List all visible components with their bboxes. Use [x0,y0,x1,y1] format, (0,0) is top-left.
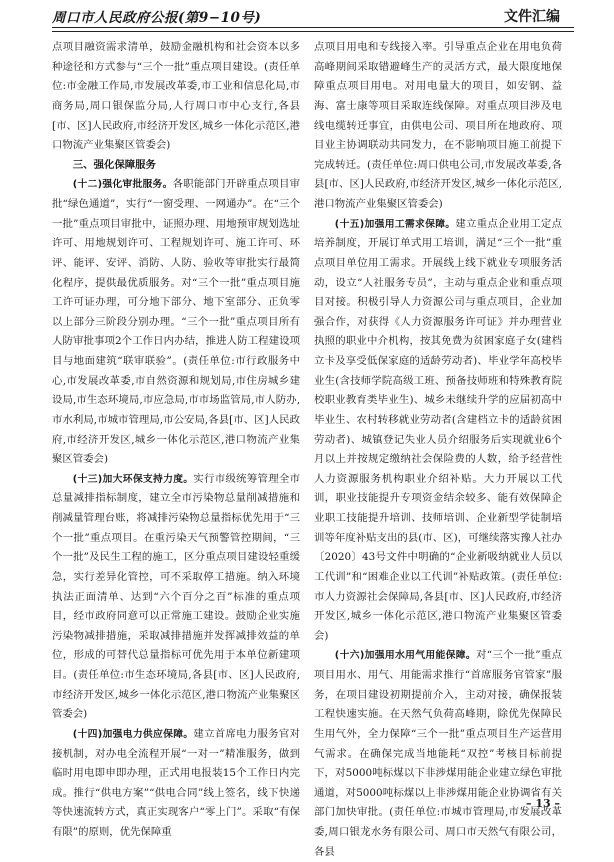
item-15-heading: (十五)加强用工需求保障。 [334,218,456,230]
paragraph-item-16 [314,646,562,862]
paragraph-continuation: 点项目融资需求清单，鼓励金融机构和社会资本以多种途径和方式参与“三个一批”重点项目建设。(责任单位:市金融工作局,市发展改革委,市工业和信息化局,市商务局,周口银保监分局,人行周口市中心支行,各县[市、区]人民政府,市经济开发区,城乡一体化示范区,港口物流产业集聚区管委会) [52,41,300,152]
header-rule-thick [52,27,574,28]
left-column [52,38,300,843]
page-number: – 13 – [526,797,560,810]
item-14-body: 建立首席电力服务官对接机制，对办电全流程开展“一对一”精准服务，做到临时用电即申即办理，正式用电报装15个工作日内完成。推行“供电方案”“供电合同”线上签名，线下快递等快速流转方式，真正实现客户“零上门”。采取“有保有限”的原则，优先保障重 [52,727,300,838]
header-rule-thin [52,31,574,32]
page-header [0,0,614,34]
item-13-body: 实行市级统筹管理全市总量减排指标制度，建立全市污染物总量削减措施和削减量管理台账，将减排污染物总量指标优先用于“三个一批”重点项目。在重污染天气预警管控期间，“三个一批”及民生工程的施工，区分重点项目建设轻重缓急，实行差异化管控，可不采取停工措施。纳入环境执法正面清单、达到“六个百分之百”标准的重点项目，经市政府同意可以正常施工建设。鼓励企业实施污染物减排措施，采取减排措施并发挥减排效益的单位，形成的可替代总量指标可优先用于本单位新建项目。(责任单位:市生态环境局,各县[市、区]人民政府,市经济开发区,城乡一体化示范区,港口物流产业集聚区管委会) [52,472,300,721]
right-column [314,38,562,862]
item-14-heading: (十四)加强电力供应保障。 [72,728,194,740]
paragraph-item-13 [52,470,300,725]
item-12-body: 各职能部门开辟重点项目审批“绿色通道”，实行“一窗受理、一网通办”。在“三个一批”重点项目审批中，证照办理、用地预审规划选址许可、用地规划许可、工程规划许可、施工许可、环评、能评、安评、消防、人防、验收等审批实行最简化程序，提供最优质服务。对“三个一批”重点项目施工许可证办理，可分地下部分、地下室部分、正负零以上部分三阶段分别办理。“三个一批”重点项目所有人防审批事项2个工作日内办结，推进人防工程建设项目与地面建筑“联审联验”。(责任单位:市行政服务中心,市发展改革委,市自然资源和规划局,市住房城乡建设局,市生态环境局,市应急局,市市场监管局,市人防办,市水利局,市城市管理局,市公安局,各县[市、区]人民政府,市经济开发区,城乡一体化示范区,港口物流产业集聚区管委会) [52,178,300,466]
item-12-heading: (十二)强化审批服务。 [72,179,173,191]
item-15-body: 建立重点企业用工定点培养制度，开展订单式用工培训，满足“三个一批”重点项目单位用工需求。开展线上线下就业专项服务活动，设立“人社服务专员”，主动与重点企业和重点项目对接。积极引导人力资源公司与重点项目，企业加强合作，对获得《人力资源服务许可证》并办理营业执照的职业中介机构，按其免费为贫困家庭子女(建档立卡及享受低保家庭的适龄劳动者)、毕业学年高校毕业生(含技师学院高级工班、预备技师班和特殊教育院校职业教育类毕业生)、城乡未继续升学的应届初高中毕业生、农村转移就业劳动者(含建档立卡的适龄贫困劳动者)、城镇登记失业人员介绍服务后实现就业6个月以上并按规定缴纳社会保险费的人数，给予经营性人力资源服务机构职业介绍补贴。大力开展以工代训，职业技能提升专项资金结余较多、能有效保障企业职工技能提升培训、技师培训、企业新型学徒制培训等年度补贴支出的县(市、区)，可继续落实豫人社办〔2020〕43号文件中明确的“企业新吸纳就业人员以工代训”和“困难企业以工代训”补贴政策。(责任单位:市人力资源社会保障局,各县[市、区]人民政府,市经济开发区,城乡一体化示范区,港口物流产业集聚区管委会) [314,217,562,642]
item-13-heading: (十三)加大环保支持力度。 [72,473,194,485]
section-heading: 三、强化保障服务 [72,158,156,171]
paragraph-continuation: 点项目用电和专线接入率。引导重点企业在用电负荷高峰期间采取错避峰生产的灵活方式，最大限度地保障重点项目用电。对用电量大的项目，如安钢、益海、富士康等项目采取连线保障。对重点项目涉及电线电缆转迁事宜，由供电公司、项目所在地政府、项目业主协调联动共同发力，在不影响项目施工前提下完成转迁。(责任单位:周口供电公司,市发展改革委,各县[市、区]人民政府,市经济开发区,城乡一体化示范区,港口物流产业集聚区管委会) [314,41,562,210]
section-label: 文件汇编 [504,9,560,25]
item-16-heading: (十六)加强用水用气用能保障。 [334,650,477,662]
paragraph-item-12 [52,175,300,469]
paragraph-item-15 [314,215,562,647]
item-16-body: 对“三个一批”重点项目用水、用气、用能需求推行“首席服务官管家”服务，在项目建设初期提前介入，主动对接，确保报装工程快速实施。在天然气负荷高峰期，除优先保障民生用气外，全力保障“三个一批”重点项目生产运营用气需求。在确保完成当地能耗“双控”考核目标前提下，对5000吨标煤以下非涉煤用能企业建立绿色审批通道，对5000吨标煤以上非涉煤用能企业协调省有关部门加快审批。(责任单位:市城市管理局,市发展改革委,周口银龙水务有限公司、周口市天然气有限公司，各县 [314,649,562,858]
paragraph-item-14 [52,725,300,843]
gazette-title: 周口市人民政府公报(第9−10号) [52,10,262,26]
